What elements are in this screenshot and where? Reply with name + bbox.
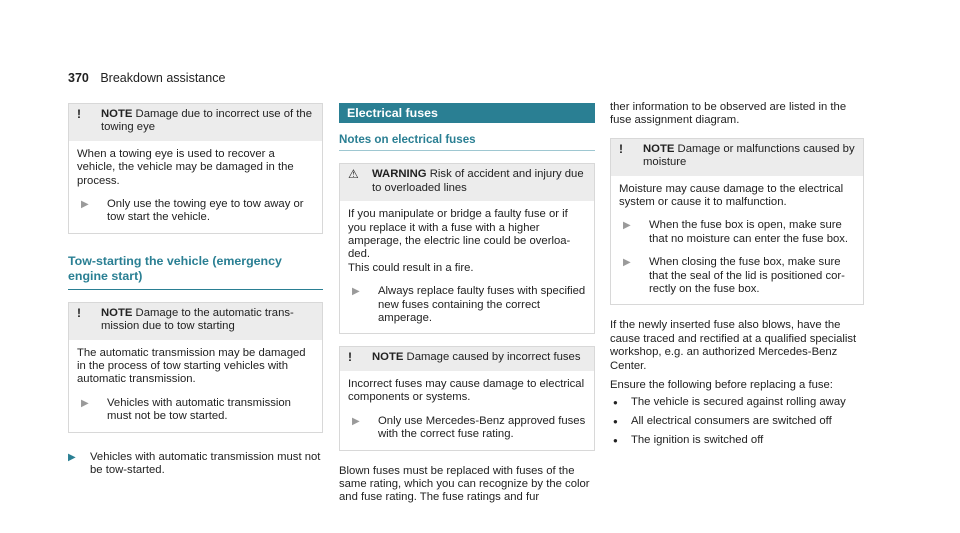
column-1 [68, 103, 323, 478]
note-heading: Damage or malfunctions caused by moisture [643, 142, 855, 169]
note-body: The automatic transmission may be damaged in the process of tow starting vehicles with automatic transmission. [77, 346, 306, 386]
note-body: Incorrect fuses may cause damage to electrical components or systems. [348, 377, 585, 404]
list-item: ● The vehicle is secured against rolling away [610, 396, 864, 409]
paragraph-continued: ther information to be observed are listed in the fuse assignment diagram. [610, 101, 847, 127]
exclamation-icon: ! [77, 305, 81, 320]
warning-header [340, 164, 594, 201]
list-item: ● All electrical consumers are switched off [610, 415, 864, 428]
warning-box [339, 163, 595, 334]
exclamation-icon: ! [619, 141, 623, 156]
warning-label: WARNING [372, 168, 427, 181]
section-name: Breakdown assistance [100, 71, 226, 85]
note-heading: Damage caused by incorrect fuses [406, 351, 581, 364]
section-bar-electrical-fuses: Electrical fuses [339, 103, 595, 123]
note-label: NOTE [372, 351, 404, 364]
note-label: NOTE [643, 142, 675, 155]
note-step: Only use the towing eye to tow away or tow start the vehicle. [107, 198, 304, 224]
bullet-icon: ● [613, 397, 618, 407]
paragraph-fuse-blows: If the newly inserted fuse also blows, have the cause traced and rectified at a qualified specialist workshop, e.g. an authorized Mercedes-Benz Center. [610, 319, 857, 372]
step-arrow-icon: ▶ [81, 397, 89, 409]
instruction-text: Vehicles with automatic transmission must not be tow-started. [90, 450, 321, 477]
step-arrow-icon: ▶ [352, 415, 360, 427]
note-box-transmission [68, 302, 323, 433]
exclamation-icon: ! [348, 350, 352, 365]
note-box-moisture [610, 138, 864, 306]
note-step-2: When closing the fuse box, make sure that the seal of the lid is positioned correctly on the fuse box. [649, 256, 845, 296]
step-arrow-icon: ▶ [623, 257, 631, 269]
step-arrow-icon: ▶ [352, 286, 360, 298]
warning-step: Always replace faulty fuses with specified new fuses containing the correct amperage. [378, 285, 586, 325]
note-step: Vehicles with automatic transmission must not be tow started. [107, 396, 291, 423]
list-item: ● The ignition is switched off [610, 434, 864, 447]
step-arrow-icon: ▶ [81, 199, 89, 211]
note-label: NOTE [101, 306, 133, 319]
note-header [69, 104, 322, 141]
note-header [611, 139, 863, 176]
step-arrow-icon: ▶ [623, 220, 631, 232]
note-box-incorrect-fuses [339, 346, 595, 450]
note-heading: Damage due to incorrect use of the towing eye [101, 108, 312, 134]
instruction-step [68, 451, 323, 478]
paragraph-blown-fuses: Blown fuses must be replaced with fuses of the same rating, which you can recognize by the color and fuse rating. The fuse ratings and fur [339, 464, 590, 504]
column-2 [339, 103, 595, 511]
bullet-icon: ● [613, 436, 618, 446]
page-header [68, 71, 225, 85]
note-box-towing-eye [68, 103, 323, 234]
sub-title-notes-fuses: Notes on electrical fuses [339, 133, 595, 151]
note-body: When a towing eye is used to recover a vehicle, the vehicle may be damaged in the process. [77, 147, 294, 187]
note-heading: Damage to the automatic transmission due to tow starting [101, 306, 294, 333]
paragraph-ensure: Ensure the following before replacing a fuse: [610, 379, 833, 392]
warning-body: If you manipulate or bridge a faulty fuse or if you replace it with a fuse with a higher amperage, the electric line could be overloaded. [348, 208, 571, 261]
warning-heading: Risk of accident and injury due to overloaded lines [372, 168, 584, 194]
step-arrow-icon: ▶ [68, 451, 76, 463]
bullet-icon: ● [613, 416, 618, 426]
note-step-1: When the fuse box is open, make sure that no moisture can enter the fuse box. [649, 219, 849, 245]
note-body: Moisture may cause damage to the electrical system or cause it to malfunction. [619, 182, 844, 209]
note-step: Only use Mercedes-Benz approved fuses with the correct fuse rating. [378, 414, 586, 441]
note-header [340, 347, 594, 370]
column-3 [610, 103, 864, 454]
exclamation-icon: ! [77, 107, 81, 121]
page-number: 370 [68, 71, 89, 85]
warning-body-2: This could result in a fire. [348, 261, 474, 274]
warning-triangle-icon: ⚠ [348, 167, 359, 182]
section-title-tow-starting: Tow-starting the vehicle (emergency engine start) [68, 254, 323, 290]
note-header [69, 303, 322, 340]
precondition-list [610, 396, 864, 448]
note-label: NOTE [101, 108, 133, 120]
